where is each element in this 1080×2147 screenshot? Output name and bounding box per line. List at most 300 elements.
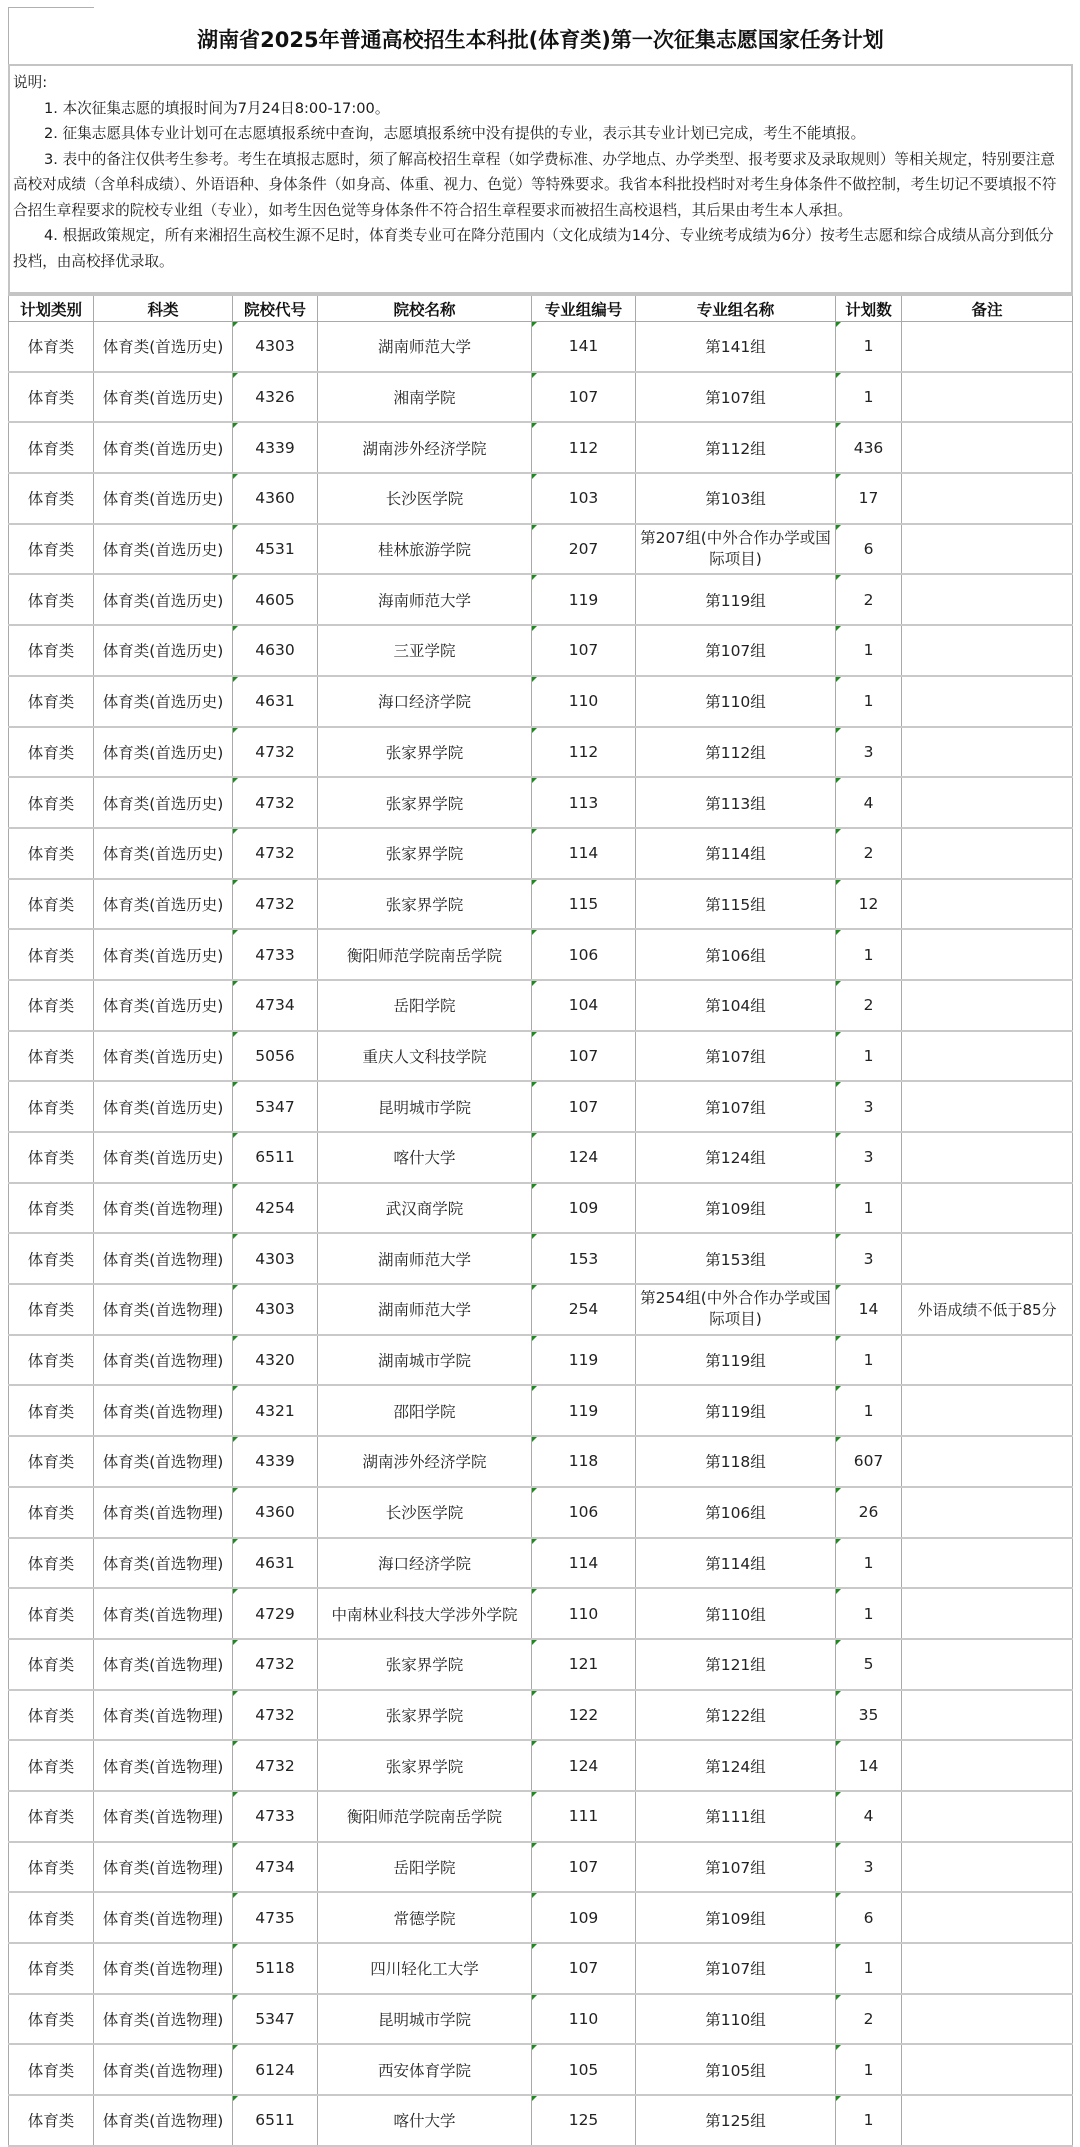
cell-plan-type[interactable]: [9, 2044, 94, 2095]
cell-school-code[interactable]: [233, 1487, 318, 1538]
cell-plan-count[interactable]: [836, 1892, 902, 1943]
cell-school-name[interactable]: [318, 1233, 532, 1284]
cell-group-name[interactable]: [636, 1335, 836, 1386]
cell-group-number[interactable]: [532, 1183, 636, 1234]
cell-school-name[interactable]: [318, 422, 532, 473]
cell-plan-type[interactable]: [9, 574, 94, 625]
cell-school-code[interactable]: [233, 828, 318, 879]
cell-plan-type[interactable]: [9, 1487, 94, 1538]
cell-group-number[interactable]: [532, 574, 636, 625]
cell-remarks[interactable]: [902, 1081, 1073, 1132]
cell-plan-count[interactable]: [836, 1538, 902, 1589]
cell-subject-category[interactable]: [94, 2044, 233, 2095]
cell-group-number[interactable]: [532, 1842, 636, 1893]
cell-plan-type[interactable]: [9, 1538, 94, 1589]
cell-plan-count[interactable]: [836, 1132, 902, 1183]
cell-plan-count[interactable]: [836, 1081, 902, 1132]
cell-plan-type[interactable]: [9, 1385, 94, 1436]
cell-plan-count[interactable]: [836, 1639, 902, 1690]
cell-group-number[interactable]: [532, 879, 636, 930]
cell-group-name[interactable]: [636, 980, 836, 1031]
cell-group-number[interactable]: [532, 372, 636, 423]
cell-remarks[interactable]: [902, 1892, 1073, 1943]
header-plan-type[interactable]: 计划类别: [9, 295, 94, 322]
cell-plan-count[interactable]: [836, 524, 902, 575]
cell-group-number[interactable]: [532, 473, 636, 524]
cell-remarks[interactable]: [902, 1183, 1073, 1234]
cell-group-number[interactable]: [532, 727, 636, 778]
cell-group-number[interactable]: [532, 1538, 636, 1589]
cell-group-name[interactable]: [636, 1740, 836, 1791]
cell-school-name[interactable]: [318, 1335, 532, 1386]
cell-subject-category[interactable]: [94, 1183, 233, 1234]
cell-school-code[interactable]: [233, 1081, 318, 1132]
cell-plan-count[interactable]: [836, 473, 902, 524]
cell-subject-category[interactable]: [94, 422, 233, 473]
cell-plan-type[interactable]: [9, 1031, 94, 1082]
cell-plan-count[interactable]: [836, 1385, 902, 1436]
cell-group-number[interactable]: [532, 1588, 636, 1639]
cell-plan-type-text: 体育类: [27, 439, 75, 458]
cell-plan-type[interactable]: [9, 1943, 94, 1994]
cell-school-name[interactable]: [318, 1081, 532, 1132]
cell-school-name[interactable]: [318, 777, 532, 828]
cell-group-number[interactable]: [532, 322, 636, 372]
cell-school-name[interactable]: [318, 1436, 532, 1487]
cell-school-code[interactable]: [233, 1031, 318, 1082]
cell-school-name[interactable]: [318, 1842, 532, 1893]
cell-group-number[interactable]: [532, 828, 636, 879]
cell-school-name[interactable]: [318, 1943, 532, 1994]
cell-plan-count[interactable]: [836, 1740, 902, 1791]
cell-group-number[interactable]: [532, 625, 636, 676]
cell-school-name[interactable]: [318, 828, 532, 879]
cell-plan-type[interactable]: [9, 2095, 94, 2146]
cell-plan-type[interactable]: [9, 1132, 94, 1183]
cell-remarks[interactable]: [902, 1690, 1073, 1741]
cell-plan-type[interactable]: [9, 1436, 94, 1487]
cell-group-name[interactable]: [636, 1994, 836, 2045]
cell-plan-count[interactable]: [836, 1487, 902, 1538]
cell-school-code[interactable]: [233, 1233, 318, 1284]
cell-subject-category[interactable]: [94, 473, 233, 524]
cell-group-name[interactable]: [636, 422, 836, 473]
header-group-name[interactable]: 专业组名称: [636, 295, 836, 322]
cell-remarks[interactable]: [902, 1487, 1073, 1538]
cell-subject-category[interactable]: [94, 1740, 233, 1791]
cell-school-name[interactable]: [318, 676, 532, 727]
cell-school-code[interactable]: [233, 1183, 318, 1234]
cell-group-name[interactable]: [636, 473, 836, 524]
cell-school-code[interactable]: [233, 1588, 318, 1639]
cell-group-number[interactable]: [532, 1487, 636, 1538]
cell-school-name[interactable]: [318, 1740, 532, 1791]
cell-remarks[interactable]: [902, 473, 1073, 524]
cell-group-name[interactable]: [636, 1081, 836, 1132]
cell-plan-type[interactable]: [9, 372, 94, 423]
cell-group-number[interactable]: [532, 2044, 636, 2095]
cell-plan-type[interactable]: [9, 473, 94, 524]
cell-group-name[interactable]: [636, 1943, 836, 1994]
cell-remarks[interactable]: [902, 1538, 1073, 1589]
cell-plan-count[interactable]: [836, 1233, 902, 1284]
cell-plan-count-text: 2: [863, 996, 874, 1015]
cell-subject-category[interactable]: [94, 1436, 233, 1487]
cell-school-code[interactable]: [233, 727, 318, 778]
cell-remarks[interactable]: [902, 980, 1073, 1031]
cell-subject-category[interactable]: [94, 1132, 233, 1183]
cell-school-name[interactable]: [318, 1132, 532, 1183]
header-subject-category[interactable]: 科类: [94, 295, 233, 322]
cell-group-name[interactable]: [636, 1791, 836, 1842]
cell-group-name[interactable]: [636, 322, 836, 372]
cell-school-name[interactable]: [318, 372, 532, 423]
header-school-code[interactable]: 院校代号: [233, 295, 318, 322]
cell-remarks[interactable]: [902, 929, 1073, 980]
header-school-name[interactable]: 院校名称: [318, 295, 532, 322]
cell-plan-type[interactable]: [9, 1233, 94, 1284]
cell-school-code[interactable]: [233, 879, 318, 930]
cell-school-code[interactable]: [233, 372, 318, 423]
cell-group-number[interactable]: [532, 1031, 636, 1082]
cell-plan-count[interactable]: [836, 1183, 902, 1234]
cell-school-code[interactable]: [233, 1994, 318, 2045]
cell-plan-count[interactable]: [836, 929, 902, 980]
cell-school-code[interactable]: [233, 473, 318, 524]
cell-subject-category[interactable]: [94, 625, 233, 676]
cell-school-code[interactable]: [233, 1436, 318, 1487]
cell-remarks[interactable]: [902, 1132, 1073, 1183]
cell-school-name[interactable]: [318, 980, 532, 1031]
cell-school-code[interactable]: [233, 322, 318, 372]
cell-plan-count[interactable]: [836, 574, 902, 625]
cell-group-name[interactable]: [636, 1487, 836, 1538]
cell-school-code[interactable]: [233, 1943, 318, 1994]
cell-group-number[interactable]: [532, 1892, 636, 1943]
cell-school-name[interactable]: [318, 2044, 532, 2095]
cell-remarks[interactable]: [902, 1791, 1073, 1842]
cell-plan-type[interactable]: [9, 524, 94, 575]
cell-plan-type[interactable]: [9, 1791, 94, 1842]
cell-group-name[interactable]: [636, 2044, 836, 2095]
cell-subject-category[interactable]: [94, 1639, 233, 1690]
cell-subject-category[interactable]: [94, 574, 233, 625]
cell-subject-category[interactable]: [94, 1943, 233, 1994]
cell-plan-count[interactable]: [836, 322, 902, 372]
cell-group-number[interactable]: [532, 1132, 636, 1183]
cell-plan-type[interactable]: [9, 1994, 94, 2045]
cell-school-code[interactable]: [233, 1639, 318, 1690]
cell-plan-type[interactable]: [9, 727, 94, 778]
cell-school-name[interactable]: [318, 727, 532, 778]
cell-subject-category[interactable]: [94, 777, 233, 828]
cell-group-number[interactable]: [532, 1994, 636, 2045]
cell-remarks[interactable]: [902, 1588, 1073, 1639]
cell-group-name[interactable]: [636, 879, 836, 930]
cell-remarks[interactable]: [902, 574, 1073, 625]
cell-group-number[interactable]: [532, 929, 636, 980]
cell-group-name[interactable]: [636, 777, 836, 828]
cell-subject-category[interactable]: [94, 322, 233, 372]
cell-school-code[interactable]: [233, 929, 318, 980]
cell-remarks[interactable]: [902, 828, 1073, 879]
cell-plan-count[interactable]: [836, 879, 902, 930]
cell-group-number[interactable]: [532, 1436, 636, 1487]
cell-subject-category[interactable]: [94, 980, 233, 1031]
cell-plan-count[interactable]: [836, 1335, 902, 1386]
cell-plan-type[interactable]: [9, 879, 94, 930]
cell-plan-count[interactable]: [836, 777, 902, 828]
cell-group-name[interactable]: [636, 524, 836, 575]
cell-group-name[interactable]: [636, 828, 836, 879]
cell-school-code[interactable]: [233, 1132, 318, 1183]
cell-school-name[interactable]: [318, 2095, 532, 2146]
cell-school-code[interactable]: [233, 1335, 318, 1386]
cell-group-number[interactable]: [532, 1081, 636, 1132]
cell-subject-category[interactable]: [94, 1842, 233, 1893]
cell-subject-category[interactable]: [94, 929, 233, 980]
cell-plan-count[interactable]: [836, 676, 902, 727]
cell-group-name[interactable]: [636, 1892, 836, 1943]
cell-school-code[interactable]: [233, 2095, 318, 2146]
cell-plan-count[interactable]: [836, 1943, 902, 1994]
cell-plan-type[interactable]: [9, 1183, 94, 1234]
number-stored-as-text-marker-icon: [233, 525, 238, 530]
cell-school-name[interactable]: [318, 1183, 532, 1234]
cell-subject-category[interactable]: [94, 1892, 233, 1943]
cell-school-code[interactable]: [233, 1740, 318, 1791]
cell-subject-category[interactable]: [94, 2095, 233, 2146]
cell-plan-type[interactable]: [9, 1588, 94, 1639]
cell-plan-count[interactable]: [836, 1690, 902, 1741]
cell-plan-count[interactable]: [836, 727, 902, 778]
cell-remarks[interactable]: [902, 1994, 1073, 2045]
cell-school-name[interactable]: [318, 1994, 532, 2045]
cell-group-number[interactable]: [532, 1233, 636, 1284]
cell-school-name[interactable]: [318, 929, 532, 980]
cell-school-name[interactable]: [318, 1639, 532, 1690]
cell-subject-category[interactable]: [94, 879, 233, 930]
cell-school-code[interactable]: [233, 1538, 318, 1589]
cell-subject-category[interactable]: [94, 676, 233, 727]
cell-subject-category[interactable]: [94, 1538, 233, 1589]
cell-group-name[interactable]: [636, 1538, 836, 1589]
cell-subject-category[interactable]: [94, 727, 233, 778]
cell-plan-type[interactable]: [9, 777, 94, 828]
cell-plan-count[interactable]: [836, 1436, 902, 1487]
cell-plan-count[interactable]: [836, 422, 902, 473]
cell-remarks[interactable]: [902, 2095, 1073, 2146]
cell-remarks[interactable]: [902, 1943, 1073, 1994]
cell-remarks[interactable]: [902, 727, 1073, 778]
cell-school-name[interactable]: [318, 1588, 532, 1639]
cell-school-name[interactable]: [318, 1385, 532, 1436]
header-plan-count[interactable]: 计划数: [836, 295, 902, 322]
cell-school-name[interactable]: [318, 1892, 532, 1943]
cell-school-name[interactable]: [318, 574, 532, 625]
cell-group-name[interactable]: [636, 1132, 836, 1183]
cell-subject-category[interactable]: [94, 372, 233, 423]
cell-subject-category[interactable]: [94, 1994, 233, 2045]
cell-remarks[interactable]: [902, 1233, 1073, 1284]
cell-group-name[interactable]: [636, 1031, 836, 1082]
cell-plan-count[interactable]: [836, 1994, 902, 2045]
cell-subject-category[interactable]: [94, 1487, 233, 1538]
cell-plan-type-text: 体育类: [27, 1554, 75, 1573]
cell-group-number[interactable]: [532, 524, 636, 575]
cell-school-name[interactable]: [318, 524, 532, 575]
cell-remarks[interactable]: [902, 1639, 1073, 1690]
cell-remarks[interactable]: [902, 1385, 1073, 1436]
cell-group-number[interactable]: [532, 1639, 636, 1690]
cell-plan-type[interactable]: [9, 422, 94, 473]
cell-group-name[interactable]: [636, 727, 836, 778]
cell-school-name[interactable]: [318, 322, 532, 372]
cell-group-name[interactable]: [636, 372, 836, 423]
header-remarks[interactable]: 备注: [902, 295, 1073, 322]
cell-subject-category[interactable]: [94, 828, 233, 879]
cell-remarks[interactable]: [902, 1842, 1073, 1893]
cell-school-code[interactable]: [233, 1791, 318, 1842]
cell-group-number[interactable]: [532, 1284, 636, 1335]
cell-group-number[interactable]: [532, 1690, 636, 1741]
cell-school-code[interactable]: [233, 625, 318, 676]
cell-group-name[interactable]: [636, 676, 836, 727]
cell-group-number[interactable]: [532, 1943, 636, 1994]
cell-school-code[interactable]: [233, 676, 318, 727]
cell-plan-count[interactable]: [836, 980, 902, 1031]
cell-group-number[interactable]: [532, 1385, 636, 1436]
cell-school-name[interactable]: [318, 1284, 532, 1335]
cell-school-name[interactable]: [318, 879, 532, 930]
cell-plan-count[interactable]: [836, 1031, 902, 1082]
cell-school-name[interactable]: [318, 1690, 532, 1741]
cell-plan-type[interactable]: [9, 1639, 94, 1690]
cell-subject-category[interactable]: [94, 1791, 233, 1842]
cell-school-code[interactable]: [233, 422, 318, 473]
cell-plan-count[interactable]: [836, 2095, 902, 2146]
cell-school-code[interactable]: [233, 574, 318, 625]
cell-remarks[interactable]: [902, 777, 1073, 828]
cell-school-name[interactable]: [318, 1031, 532, 1082]
header-group-number[interactable]: 专业组编号: [532, 295, 636, 322]
cell-school-code[interactable]: [233, 1284, 318, 1335]
cell-group-number[interactable]: [532, 1740, 636, 1791]
cell-plan-count[interactable]: [836, 1588, 902, 1639]
cell-school-code[interactable]: [233, 524, 318, 575]
cell-remarks[interactable]: [902, 1740, 1073, 1791]
cell-group-name[interactable]: [636, 1690, 836, 1741]
cell-subject-category[interactable]: [94, 524, 233, 575]
cell-group-name[interactable]: [636, 1639, 836, 1690]
cell-group-number[interactable]: [532, 777, 636, 828]
cell-subject-category[interactable]: [94, 1081, 233, 1132]
cell-plan-type[interactable]: [9, 1081, 94, 1132]
cell-plan-type[interactable]: [9, 1892, 94, 1943]
cell-school-name[interactable]: [318, 1487, 532, 1538]
cell-group-name[interactable]: [636, 1385, 836, 1436]
cell-plan-type[interactable]: [9, 929, 94, 980]
cell-group-name[interactable]: [636, 1284, 836, 1335]
cell-group-name[interactable]: [636, 625, 836, 676]
cell-plan-type[interactable]: [9, 322, 94, 372]
cell-group-name[interactable]: [636, 2095, 836, 2146]
cell-plan-type[interactable]: [9, 625, 94, 676]
cell-subject-category[interactable]: [94, 1233, 233, 1284]
cell-group-name[interactable]: [636, 1233, 836, 1284]
cell-plan-type[interactable]: [9, 1842, 94, 1893]
cell-school-code[interactable]: [233, 980, 318, 1031]
cell-school-name[interactable]: [318, 625, 532, 676]
cell-group-number[interactable]: [532, 980, 636, 1031]
cell-school-code[interactable]: [233, 777, 318, 828]
cell-subject-category[interactable]: [94, 1335, 233, 1386]
cell-remarks[interactable]: [902, 1436, 1073, 1487]
cell-subject-category[interactable]: [94, 1385, 233, 1436]
cell-plan-count[interactable]: [836, 2044, 902, 2095]
cell-plan-count[interactable]: [836, 1284, 902, 1335]
cell-group-number[interactable]: [532, 2095, 636, 2146]
cell-school-name[interactable]: [318, 1791, 532, 1842]
cell-group-name[interactable]: [636, 1842, 836, 1893]
cell-remarks[interactable]: [902, 1031, 1073, 1082]
cell-plan-type[interactable]: [9, 1335, 94, 1386]
cell-group-name[interactable]: [636, 1436, 836, 1487]
cell-remarks[interactable]: [902, 1284, 1073, 1335]
cell-group-name[interactable]: [636, 1588, 836, 1639]
cell-school-code[interactable]: [233, 1385, 318, 1436]
cell-group-number[interactable]: [532, 1335, 636, 1386]
cell-group-number[interactable]: [532, 676, 636, 727]
cell-plan-type[interactable]: [9, 1690, 94, 1741]
cell-school-code[interactable]: [233, 1892, 318, 1943]
cell-plan-type[interactable]: [9, 980, 94, 1031]
cell-group-number[interactable]: [532, 1791, 636, 1842]
cell-group-name[interactable]: [636, 574, 836, 625]
cell-plan-type[interactable]: [9, 676, 94, 727]
cell-remarks[interactable]: [902, 625, 1073, 676]
cell-remarks[interactable]: [902, 2044, 1073, 2095]
cell-plan-type[interactable]: [9, 828, 94, 879]
cell-subject-category[interactable]: [94, 1031, 233, 1082]
cell-remarks[interactable]: [902, 422, 1073, 473]
cell-plan-count[interactable]: [836, 625, 902, 676]
cell-remarks[interactable]: [902, 676, 1073, 727]
cell-plan-count[interactable]: [836, 828, 902, 879]
cell-plan-count[interactable]: [836, 1842, 902, 1893]
cell-remarks[interactable]: [902, 322, 1073, 372]
cell-group-name[interactable]: [636, 1183, 836, 1234]
cell-school-code[interactable]: [233, 1690, 318, 1741]
cell-remarks[interactable]: [902, 372, 1073, 423]
cell-remarks[interactable]: [902, 524, 1073, 575]
cell-group-number[interactable]: [532, 422, 636, 473]
cell-plan-type[interactable]: [9, 1284, 94, 1335]
cell-school-name[interactable]: [318, 1538, 532, 1589]
cell-subject-category[interactable]: [94, 1284, 233, 1335]
cell-remarks[interactable]: [902, 879, 1073, 930]
cell-subject-category[interactable]: [94, 1690, 233, 1741]
cell-plan-type[interactable]: [9, 1740, 94, 1791]
cell-plan-count[interactable]: [836, 1791, 902, 1842]
cell-school-code[interactable]: [233, 1842, 318, 1893]
cell-remarks[interactable]: [902, 1335, 1073, 1386]
cell-plan-count[interactable]: [836, 372, 902, 423]
cell-school-name[interactable]: [318, 473, 532, 524]
cell-school-code[interactable]: [233, 2044, 318, 2095]
cell-group-name[interactable]: [636, 929, 836, 980]
cell-subject-category[interactable]: [94, 1588, 233, 1639]
